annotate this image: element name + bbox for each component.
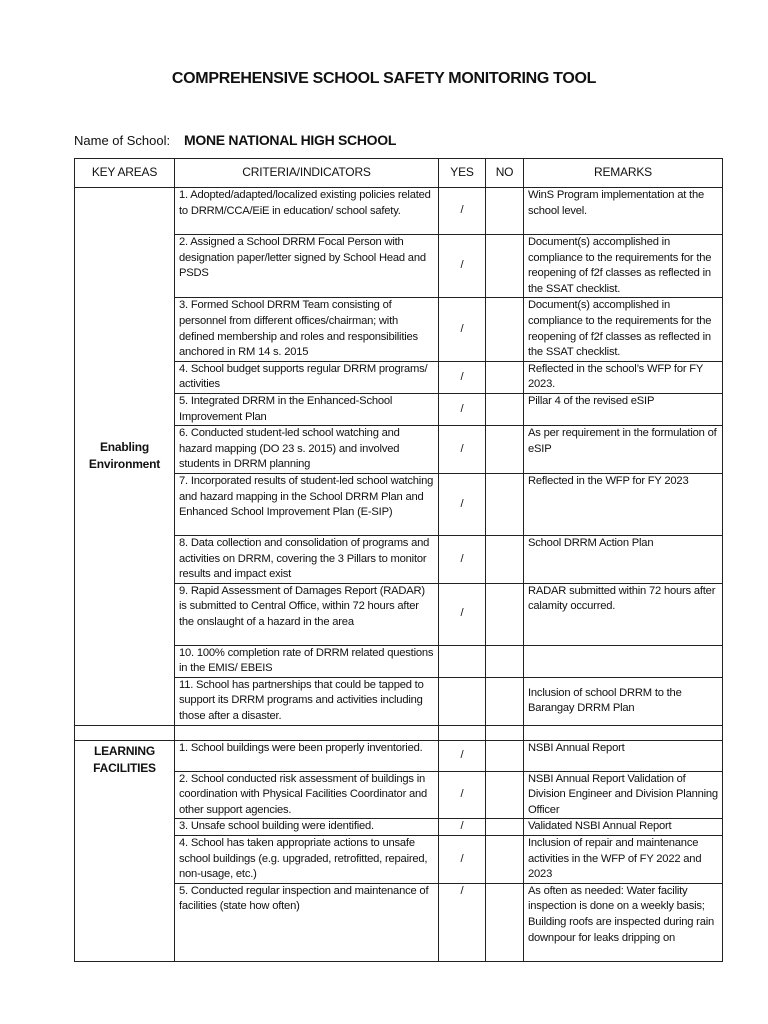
no-cell [486, 426, 524, 474]
remarks-cell: Document(s) accomplished in compliance to the requirements for the reopening of f2f classes as reflected in the SSAT checklist. [524, 298, 723, 361]
yes-cell: / [439, 836, 486, 884]
remarks-cell: Reflected in the WFP for FY 2023 [524, 473, 723, 535]
school-name-row [74, 132, 396, 148]
remarks-cell: Document(s) accomplished in compliance to the requirements for the reopening of f2f classes as reflected in the SSAT checklist. [524, 235, 723, 298]
yes-cell: / [439, 771, 486, 819]
criteria-cell: 4. School has taken appropriate actions to unsafe school buildings (e.g. upgraded, retrofitted, repaired, non-usage, etc.) [175, 836, 439, 884]
criteria-cell: 11. School has partnerships that could be tapped to support its DRRM programs and activities including those after a disaster. [175, 677, 439, 725]
no-cell [486, 298, 524, 361]
criteria-cell: 10. 100% completion rate of DRRM related questions in the EMIS/ EBEIS [175, 645, 439, 677]
yes-cell [439, 677, 486, 725]
spacer-cell [524, 725, 723, 740]
document-title: COMPREHENSIVE SCHOOL SAFETY MONITORING TOOL [171, 70, 597, 87]
remarks-cell: As often as needed: Water facility inspection is done on a weekly basis; Building roofs are inspected during rain downpour for leaks dripping on [524, 883, 723, 961]
spacer-cell [175, 725, 439, 740]
yes-cell: / [439, 473, 486, 535]
remarks-cell: As per requirement in the formulation of eSIP [524, 426, 723, 474]
yes-cell: / [439, 361, 486, 393]
spacer-cell [486, 725, 524, 740]
criteria-cell: 5. Integrated DRRM in the Enhanced-School Improvement Plan [175, 393, 439, 425]
remarks-cell: NSBI Annual Report [524, 740, 723, 771]
header-criteria: CRITERIA/INDICATORS [175, 159, 439, 188]
key-area-learning-facilities: LEARNING FACILITIES [75, 740, 175, 961]
yes-cell: / [439, 583, 486, 645]
no-cell [486, 836, 524, 884]
yes-cell: / [439, 235, 486, 298]
criteria-cell: 3. Formed School DRRM Team consisting of personnel from different offices/chairman; with defined membership and roles and responsibilities anchored in RM 14 s. 2015 [175, 298, 439, 361]
criteria-cell: 6. Conducted student-led school watching and hazard mapping (DO 23 s. 2015) and involved students in DRRM planning [175, 426, 439, 474]
header-remarks: REMARKS [524, 159, 723, 188]
remarks-cell [524, 645, 723, 677]
criteria-cell: 2. School conducted risk assessment of buildings in coordination with Physical Facilities Coordinator and other support agencies. [175, 771, 439, 819]
criteria-cell: 5. Conducted regular inspection and maintenance of facilities (state how often) [175, 883, 439, 961]
spacer-row [75, 725, 723, 740]
remarks-cell: RADAR submitted within 72 hours after calamity occurred. [524, 583, 723, 645]
criteria-cell: 4. School budget supports regular DRRM programs/ activities [175, 361, 439, 393]
key-area-enabling-environment: Enabling Environment [75, 188, 175, 726]
no-cell [486, 473, 524, 535]
criteria-cell: 1. Adopted/adapted/localized existing policies related to DRRM/CCA/EiE in education/ school safety. [175, 188, 439, 235]
yes-cell: / [439, 883, 486, 961]
criteria-cell: 2. Assigned a School DRRM Focal Person with designation paper/letter signed by School Head and PSDS [175, 235, 439, 298]
table-row [75, 188, 723, 235]
no-cell [486, 583, 524, 645]
monitoring-table [74, 158, 723, 962]
yes-cell: / [439, 740, 486, 771]
yes-cell: / [439, 393, 486, 425]
no-cell [486, 235, 524, 298]
yes-cell: / [439, 426, 486, 474]
no-cell [486, 740, 524, 771]
remarks-cell: School DRRM Action Plan [524, 535, 723, 583]
yes-cell: / [439, 298, 486, 361]
no-cell [486, 677, 524, 725]
school-name-value: MONE NATIONAL HIGH SCHOOL [184, 132, 397, 148]
yes-cell: / [439, 535, 486, 583]
criteria-cell: 9. Rapid Assessment of Damages Report (RADAR) is submitted to Central Office, within 72 hours after the onslaught of a hazard in the area [175, 583, 439, 645]
remarks-cell: NSBI Annual Report Validation of Division Engineer and Division Planning Officer [524, 771, 723, 819]
header-key-areas: KEY AREAS [75, 159, 175, 188]
remarks-cell: Inclusion of school DRRM to the Barangay DRRM Plan [524, 677, 723, 725]
header-yes: YES [439, 159, 486, 188]
criteria-cell: 1. School buildings were been properly inventoried. [175, 740, 439, 771]
yes-cell: / [439, 188, 486, 235]
criteria-cell: 3. Unsafe school building were identified. [175, 819, 439, 836]
no-cell [486, 645, 524, 677]
remarks-cell: Pillar 4 of the revised eSIP [524, 393, 723, 425]
header-no: NO [486, 159, 524, 188]
spacer-cell [439, 725, 486, 740]
no-cell [486, 393, 524, 425]
remarks-cell: Inclusion of repair and maintenance activities in the WFP of FY 2022 and 2023 [524, 836, 723, 884]
criteria-cell: 7. Incorporated results of student-led school watching and hazard mapping in the School DRRM Plan and Enhanced School Improvement Plan (E-SIP) [175, 473, 439, 535]
no-cell [486, 771, 524, 819]
yes-cell [439, 645, 486, 677]
table-row [75, 740, 723, 771]
remarks-cell: WinS Program implementation at the school level. [524, 188, 723, 235]
school-name-label: Name of School: [74, 133, 171, 148]
table-header-row [75, 159, 723, 188]
yes-cell: / [439, 819, 486, 836]
remarks-cell: Reflected in the school’s WFP for FY 2023. [524, 361, 723, 393]
criteria-cell: 8. Data collection and consolidation of programs and activities on DRRM, covering the 3 Pillars to monitor results and impact exist [175, 535, 439, 583]
no-cell [486, 819, 524, 836]
no-cell [486, 188, 524, 235]
no-cell [486, 361, 524, 393]
no-cell [486, 535, 524, 583]
spacer-cell [75, 725, 175, 740]
remarks-cell: Validated NSBI Annual Report [524, 819, 723, 836]
no-cell [486, 883, 524, 961]
